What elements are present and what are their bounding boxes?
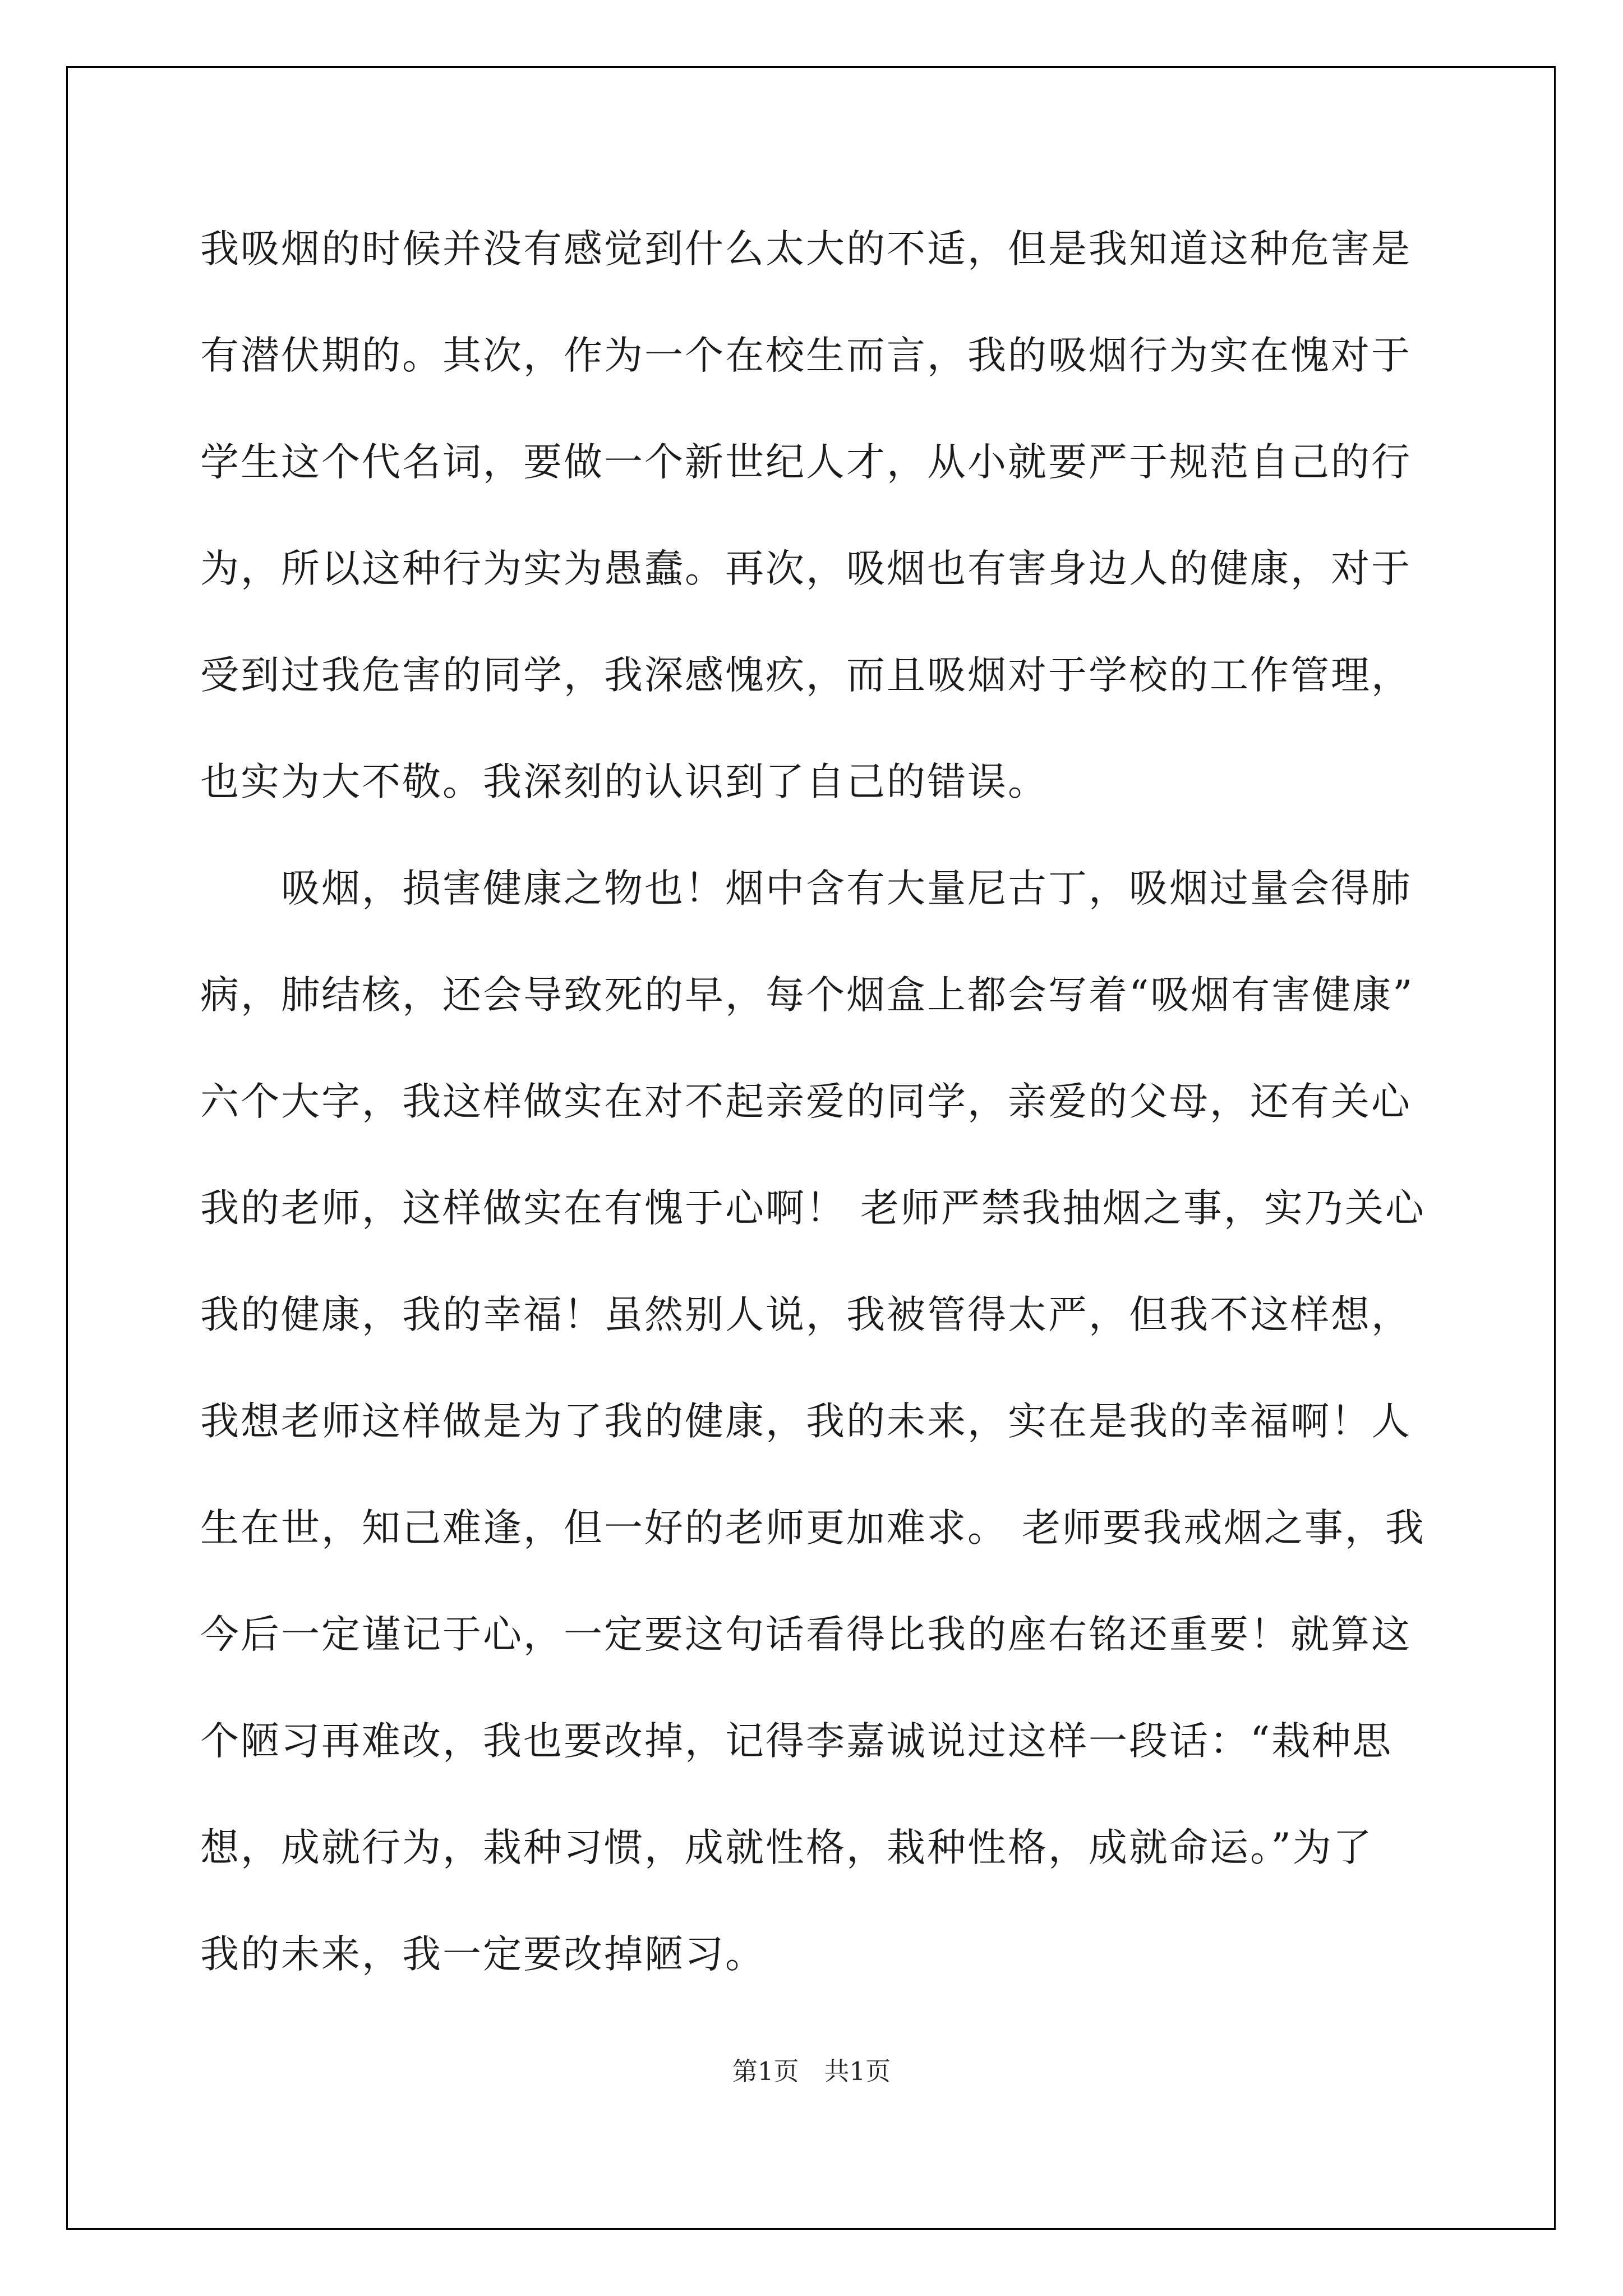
text-line: 我的健康，我的幸福！虽然别人说，我被管得太严，但我不这样想， <box>200 1292 1412 1337</box>
text-line: 我的未来，我一定要改掉陋习。 <box>200 1932 766 1977</box>
text-line: 我吸烟的时候并没有感觉到什么太大的不适，但是我知道这种危害是 <box>200 227 1412 272</box>
document-body <box>200 220 1426 2032</box>
text-line: 也实为大不敬。我深刻的认识到了自己的错误。 <box>200 760 1048 804</box>
text-line: 六个大字，我这样做实在对不起亲爱的同学，亲爱的父母，还有关心 <box>200 1079 1412 1124</box>
text-line: 吸烟，损害健康之物也！烟中含有大量尼古丁，吸烟过量会得肺 <box>200 866 1412 911</box>
text-line: 为，所以这种行为实为愚蠢。再次，吸烟也有害身边人的健康，对于 <box>200 546 1412 591</box>
text-line: 想，成就行为，栽种习惯，成就性格，栽种性格，成就命运。”为了 <box>200 1825 1373 1870</box>
text-line: 我的老师，这样做实在有愧于心啊！ 老师严禁我抽烟之事，实乃关心 <box>200 1186 1426 1231</box>
text-line: 我想老师这样做是为了我的健康，我的未来，实在是我的幸福啊！人 <box>200 1399 1412 1444</box>
text-line: 生在世，知己难逢，但一好的老师更加难求。 老师要我戒烟之事，我 <box>200 1506 1426 1550</box>
text-line: 病，肺结核，还会导致死的早，每个烟盒上都会写着“吸烟有害健康” <box>200 973 1414 1018</box>
text-line: 今后一定谨记于心，一定要这句话看得比我的座右铭还重要！就算这 <box>200 1612 1412 1657</box>
text-line: 有潜伏期的。其次，作为一个在校生而言，我的吸烟行为实在愧对于 <box>200 333 1412 378</box>
page-number-footer: 第1页 共1页 <box>732 2056 891 2086</box>
text-line: 个陋习再难改，我也要改掉，记得李嘉诚说过这样一段话：“栽种思 <box>200 1719 1393 1764</box>
text-line: 受到过我危害的同学，我深感愧疚，而且吸烟对于学校的工作管理， <box>200 653 1412 698</box>
text-line: 学生这个代名词，要做一个新世纪人才，从小就要严于规范自己的行 <box>200 440 1412 485</box>
